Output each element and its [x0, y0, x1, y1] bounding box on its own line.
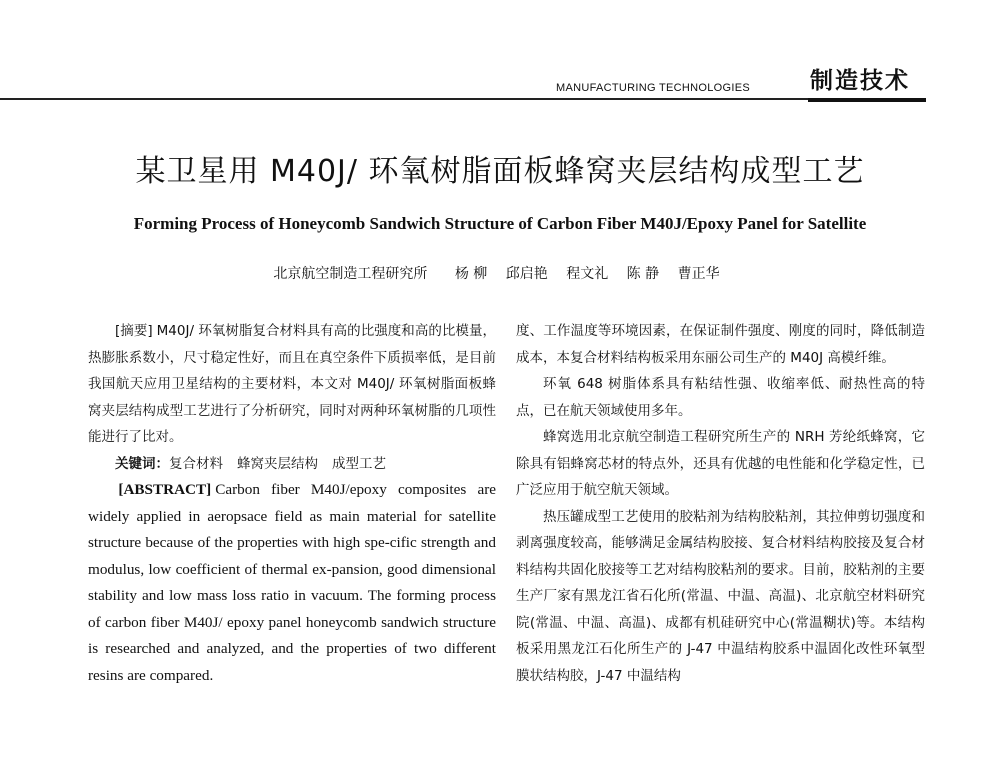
author-name: 程文礼	[566, 266, 609, 282]
header-rule-accent	[808, 98, 926, 102]
right-column	[516, 318, 925, 689]
body-paragraph: 热压罐成型工艺使用的胶粘剂为结构胶粘剂，其拉伸剪切强度和剥离强度较高，能够满足金属结构胶接、复合材料结构胶接及复合材料结构共固化胶接等工艺对结构胶粘剂的要求。目前，胶粘剂的主要生产厂家有黑龙江省石化所(常温、中温、高温)、北京航空材料研究院(常温、中温、高温)、成都有机硅研究中心(常温糊状)等。本结构板采用黑龙江石化所生产的 J-47 中温结构胶系中温固化改性环氧型膜状结构胶，J-47 中温结构	[516, 508, 925, 684]
header-rule	[0, 98, 925, 100]
left-column	[88, 318, 496, 689]
affiliation: 北京航空制造工程研究所	[273, 266, 428, 282]
abstract-zh-text: M40J/ 环氧树脂复合材料具有高的比强度和高的比模量，热膨胀系数小，尺寸稳定性好，而且在真空条件下质损率低，是目前我国航天应用卫星结构的主要材料，本文对 M40J/ 环氧树脂面板蜂窝夹层结构成型工艺进行了分析研究，同时对两种环氧树脂的几项性能进行了比对。	[88, 323, 496, 445]
abstract-en-text: Carbon fiber M40J/epoxy composites are widely applied in aeropsace field as main material for satellite structure because of the properties with high spe-cific strength and modulus, low coefficient of thermal ex-pansion, good dimensional stability and low mass loss ratio in vacuum. The forming process of carbon fiber M40J/ epoxy panel honeycomb sandwich structure is researched and analyzed, and the properties of two different resins are compared.	[88, 481, 496, 684]
author-name: 邱启艳	[505, 266, 548, 282]
keyword: 复合材料	[169, 455, 223, 472]
author-line	[0, 263, 1000, 283]
author-name: 曹正华	[677, 266, 720, 282]
keywords-label: 关键词：	[115, 455, 169, 472]
author-name: 杨 柳	[454, 266, 488, 282]
body-paragraph: 蜂窝选用北京航空制造工程研究所生产的 NRH 芳纶纸蜂窝，它除具有铝蜂窝芯材的特点外，还具有优越的电性能和化学稳定性，已广泛应用于航空航天领域。	[516, 429, 925, 498]
title-zh: 某卫星用 M40J/ 环氧树脂面板蜂窝夹层结构成型工艺	[135, 154, 865, 189]
section-label-zh: 制造技术	[810, 68, 910, 94]
section-label-en: MANUFACTURING TECHNOLOGIES	[556, 82, 751, 94]
abstract-zh-label: [摘要]	[115, 323, 153, 339]
title-en: Forming Process of Honeycomb Sandwich Structure of Carbon Fiber M40J/Epoxy Panel for Satellite	[133, 214, 867, 233]
keyword: 成型工艺	[332, 455, 386, 472]
abstract-en-label: [ABSTRACT]	[118, 481, 212, 498]
page-header	[0, 0, 1000, 120]
body-paragraph: 环氧 648 树脂体系具有粘结性强、收缩率低、耐热性高的特点，已在航天领域使用多年。	[516, 376, 925, 419]
abstract-en	[88, 477, 496, 689]
author-name: 陈 静	[626, 266, 660, 282]
keywords	[88, 451, 496, 478]
keyword: 蜂窝夹层结构	[237, 455, 318, 472]
abstract-zh	[88, 318, 496, 451]
body-paragraph: 度、工作温度等环境因素，在保证制件强度、刚度的同时，降低制造成本，本复合材料结构板采用东丽公司生产的 M40J 高模纤维。	[516, 323, 925, 366]
